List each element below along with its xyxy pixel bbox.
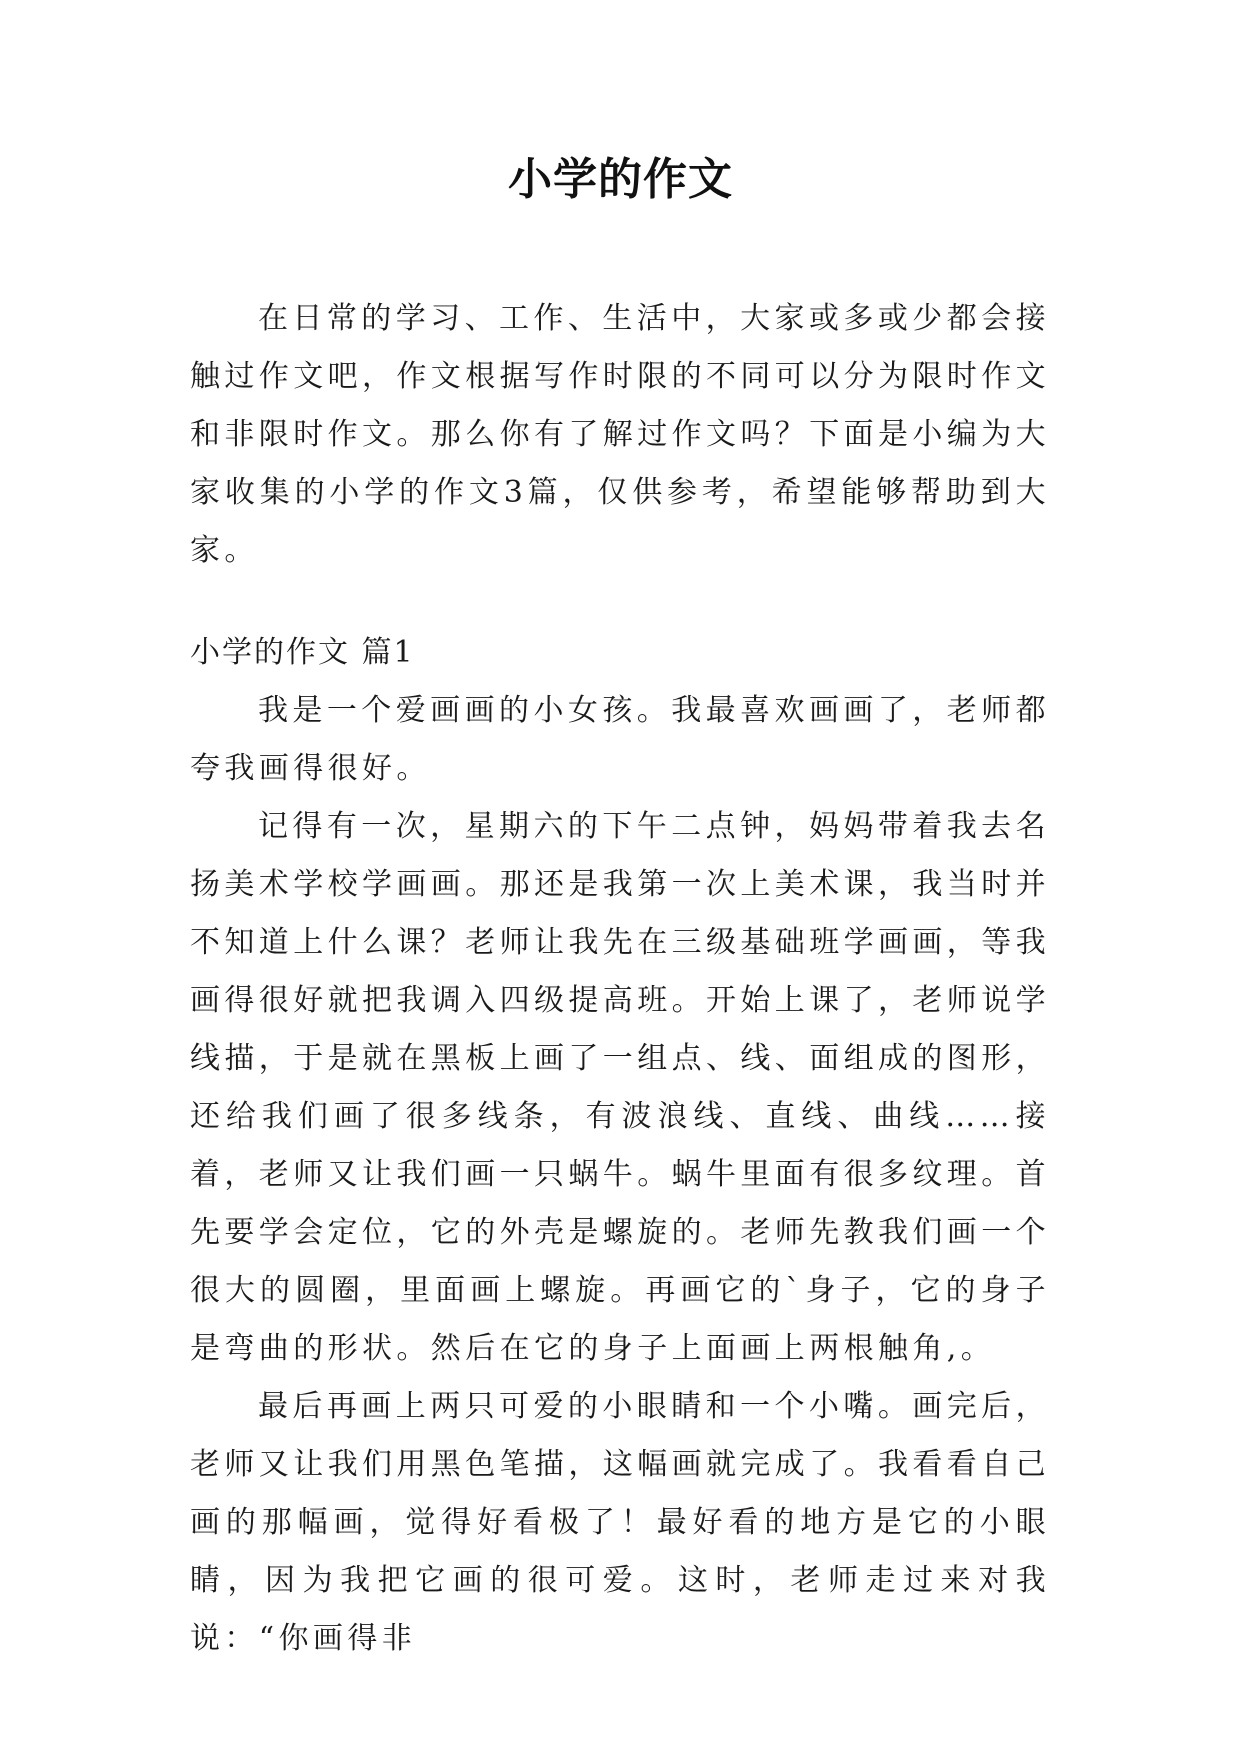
body-paragraph: 最后再画上两只可爱的小眼睛和一个小嘴。画完后，老师又让我们用黑色笔描，这幅画就完成了。我看看自己画的那幅画，觉得好看极了！最好看的地方是它的小眼睛，因为我把它画的很可爱。这时，老师走过来对我说：“你画得非	[190, 1389, 1050, 1656]
document-body	[190, 290, 1050, 1668]
intro-paragraph: 在日常的学习、工作、生活中，大家或多或少都会接触过作文吧，作文根据写作时限的不同可以分为限时作文和非限时作文。那么你有了解过作文吗？下面是小编为大家收集的小学的作文3篇，仅供参考，希望能够帮助到大家。	[190, 301, 1050, 568]
body-paragraph: 记得有一次，星期六的下午二点钟，妈妈带着我去名扬美术学校学画画。那还是我第一次上美术课，我当时并不知道上什么课？老师让我先在三级基础班学画画，等我画得很好就把我调入四级提高班。开始上课了，老师说学线描，于是就在黑板上画了一组点、线、面组成的图形，还给我们画了很多线条，有波浪线、直线、曲线……接着，老师又让我们画一只蜗牛。蜗牛里面有很多纹理。首先要学会定位，它的外壳是螺旋的。老师先教我们画一个很大的圆圈，里面画上螺旋。再画它的`身子，它的身子是弯曲的形状。然后在它的身子上面画上两根触角,。	[190, 809, 1050, 1366]
body-paragraph: 我是一个爱画画的小女孩。我最喜欢画画了，老师都夸我画得很好。	[190, 693, 1050, 786]
section-heading: 小学的作文 篇1	[190, 635, 415, 670]
document-title: 小学的作文	[508, 154, 733, 205]
